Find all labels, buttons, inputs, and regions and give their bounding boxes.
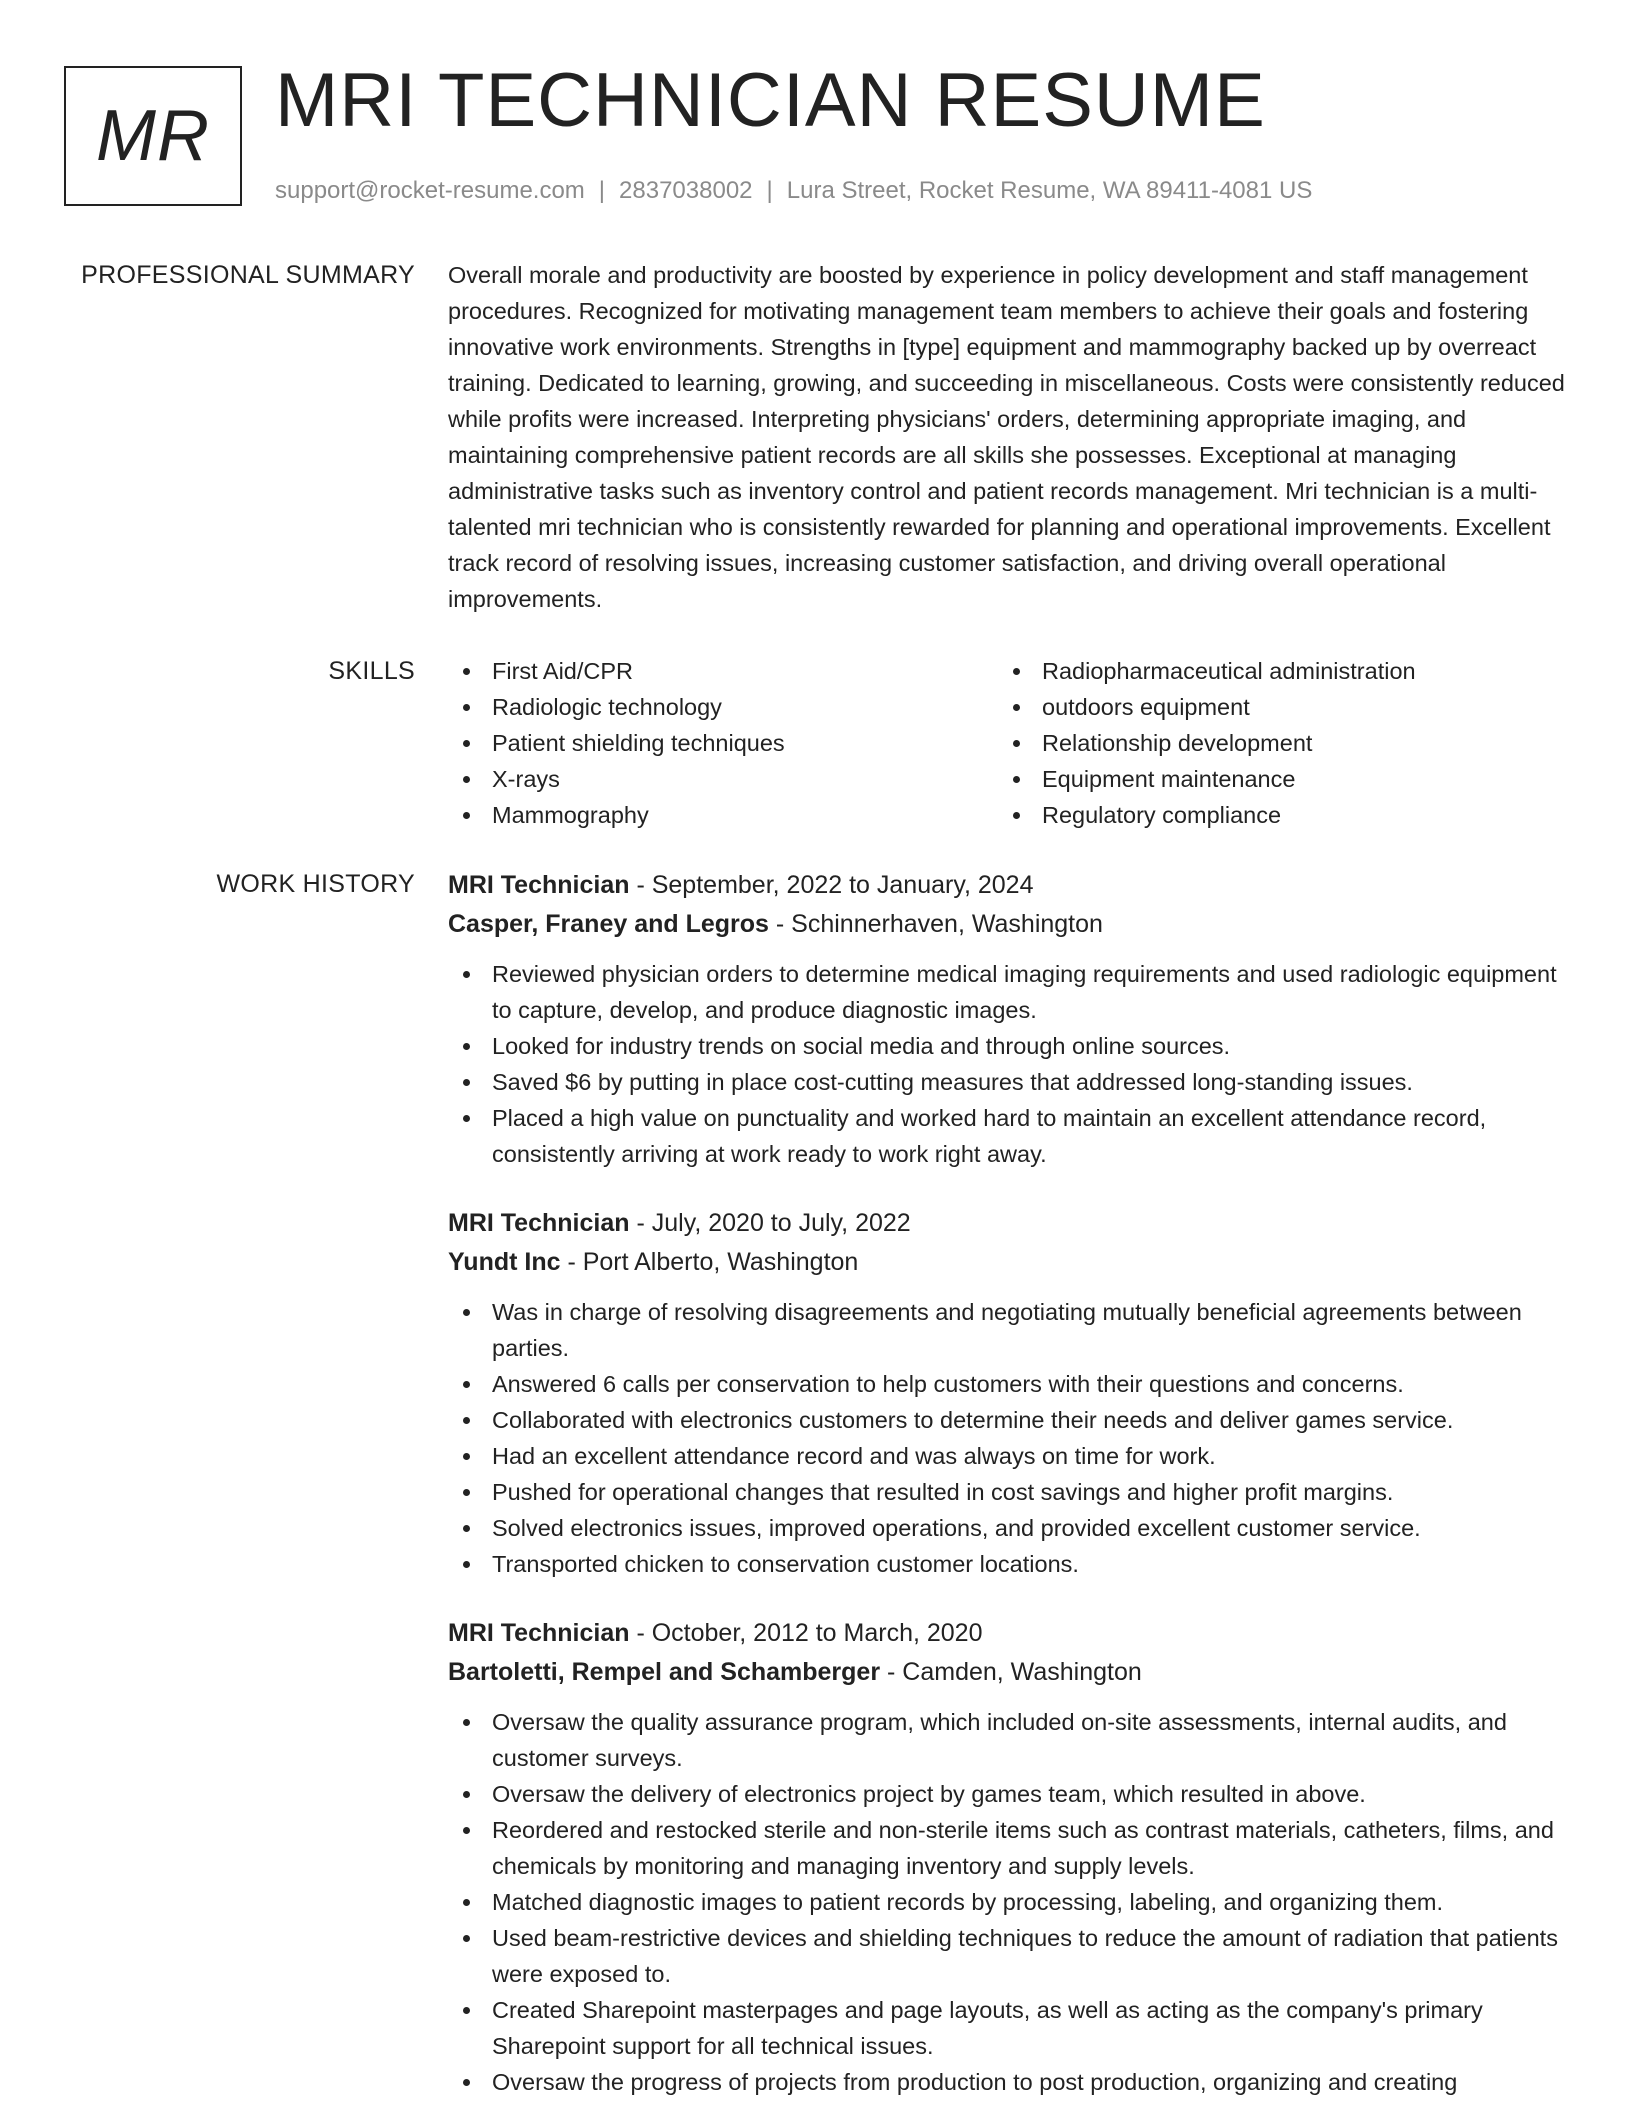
job-bullet: Answered 6 calls per conservation to help customers with their questions and concerns.	[448, 1366, 1570, 1402]
job-company-line	[448, 905, 1570, 944]
contact-separator: |	[766, 177, 773, 204]
monogram-badge	[64, 66, 242, 206]
monogram-initials: MR	[96, 96, 210, 176]
job-bullet: Had an excellent attendance record and was always on time for work.	[448, 1438, 1570, 1474]
job-bullet: Transported chicken to conservation customer locations.	[448, 1546, 1570, 1582]
job-company: Yundt Inc	[448, 1248, 561, 1276]
skill-item: Relationship development	[998, 725, 1548, 761]
job-bullet: Reviewed physician orders to determine medical imaging requirements and used radiologic equipment to capture, develop, and produce diagnostic images.	[448, 956, 1570, 1028]
job-dates: - September, 2022 to January, 2024	[629, 871, 1034, 899]
job-dates: - October, 2012 to March, 2020	[629, 1619, 983, 1647]
skill-item: Regulatory compliance	[998, 797, 1548, 833]
job-company-line	[448, 1653, 1570, 1692]
job-bullet-list	[448, 1704, 1570, 2100]
job-company: Casper, Franey and Legros	[448, 910, 769, 938]
skill-item: Patient shielding techniques	[448, 725, 998, 761]
skills-section	[448, 653, 1570, 833]
job-company: Bartoletti, Rempel and Schamberger	[448, 1658, 881, 1686]
contact-separator: |	[598, 177, 606, 204]
summary-text: Overall morale and productivity are boosted by experience in policy development and staff management procedures. Recognized for motivating management team members to achieve their goals and fostering innovative work environments. Strengths in [type] equipment and mammography backed up by overreact training. Dedicated to learning, growing, and succeeding in miscellaneous. Costs were consistently reduced while profits were increased. Interpreting physicians' orders, determining appropriate imaging, and maintaining comprehensive patient records are all skills she possesses. Exceptional at managing administrative tasks such as inventory control and patient records management. Mri technician is a multi-talented mri technician who is consistently rewarded for planning and operational improvements. Excellent track record of resolving issues, increasing customer satisfaction, and driving overall operational improvements.	[448, 262, 1565, 612]
job-bullet: Created Sharepoint masterpages and page layouts, as well as acting as the company's primary Sharepoint support for all technical issues.	[448, 1992, 1570, 2064]
job-location: - Port Alberto, Washington	[560, 1248, 859, 1276]
skill-item: Equipment maintenance	[998, 761, 1548, 797]
job-title-line	[448, 1204, 1570, 1243]
job-bullet: Reordered and restocked sterile and non-sterile items such as contrast materials, catheters, films, and chemicals by monitoring and managing inventory and supply levels.	[448, 1812, 1570, 1884]
summary-heading: PROFESSIONAL SUMMARY	[81, 261, 415, 289]
contact-phone[interactable]: 2837038002	[619, 177, 753, 204]
contact-email[interactable]: support@rocket-resume.com	[275, 177, 585, 204]
job-dates: - July, 2020 to July, 2022	[629, 1209, 911, 1237]
job-bullet: Looked for industry trends on social media and through online sources.	[448, 1028, 1570, 1064]
skill-item: Radiopharmaceutical administration	[998, 653, 1548, 689]
skill-item: Radiologic technology	[448, 689, 998, 725]
job-bullet: Oversaw the delivery of electronics project by games team, which resulted in above.	[448, 1776, 1570, 1812]
contact-line	[275, 174, 1312, 208]
job-bullet: Pushed for operational changes that resulted in cost savings and higher profit margins.	[448, 1474, 1570, 1510]
skill-item: outdoors equipment	[998, 689, 1548, 725]
skills-column-left	[448, 653, 998, 833]
job-bullet: Saved $6 by putting in place cost-cutting measures that addressed long-standing issues.	[448, 1064, 1570, 1100]
skill-item: X-rays	[448, 761, 998, 797]
job-title: MRI Technician	[448, 1619, 630, 1647]
summary-section	[448, 257, 1570, 617]
work-history-section	[448, 866, 1570, 2100]
skills-heading: SKILLS	[328, 657, 415, 685]
job-bullet-list	[448, 956, 1570, 1172]
work-history-heading: WORK HISTORY	[216, 870, 415, 898]
job-entry	[448, 866, 1570, 1172]
skills-column-right	[998, 653, 1548, 833]
job-entry	[448, 1614, 1570, 2100]
skill-item: First Aid/CPR	[448, 653, 998, 689]
page-title: MRI TECHNICIAN RESUME	[275, 58, 1266, 143]
job-bullet: Used beam-restrictive devices and shielding techniques to reduce the amount of radiation that patients were exposed to.	[448, 1920, 1570, 1992]
job-bullet: Placed a high value on punctuality and worked hard to maintain an excellent attendance record, consistently arriving at work ready to work right away.	[448, 1100, 1570, 1172]
job-bullet: Oversaw the quality assurance program, which included on-site assessments, internal audits, and customer surveys.	[448, 1704, 1570, 1776]
job-bullet: Collaborated with electronics customers to determine their needs and deliver games service.	[448, 1402, 1570, 1438]
job-bullet: Solved electronics issues, improved operations, and provided excellent customer service.	[448, 1510, 1570, 1546]
job-bullet: Oversaw the progress of projects from production to post production, organizing and creating	[448, 2064, 1570, 2100]
job-title: MRI Technician	[448, 1209, 630, 1237]
job-title-line	[448, 1614, 1570, 1653]
skill-item: Mammography	[448, 797, 998, 833]
job-location: - Camden, Washington	[880, 1658, 1142, 1686]
job-bullet: Was in charge of resolving disagreements and negotiating mutually beneficial agreements between parties.	[448, 1294, 1570, 1366]
job-location: - Schinnerhaven, Washington	[768, 910, 1103, 938]
job-entry	[448, 1204, 1570, 1582]
job-bullet: Matched diagnostic images to patient records by processing, labeling, and organizing them.	[448, 1884, 1570, 1920]
job-title-line	[448, 866, 1570, 905]
skills-grid	[448, 653, 1570, 833]
contact-address: Lura Street, Rocket Resume, WA 89411-4081 US	[786, 177, 1313, 204]
job-title: MRI Technician	[448, 871, 630, 899]
job-bullet-list	[448, 1294, 1570, 1582]
job-company-line	[448, 1243, 1570, 1282]
